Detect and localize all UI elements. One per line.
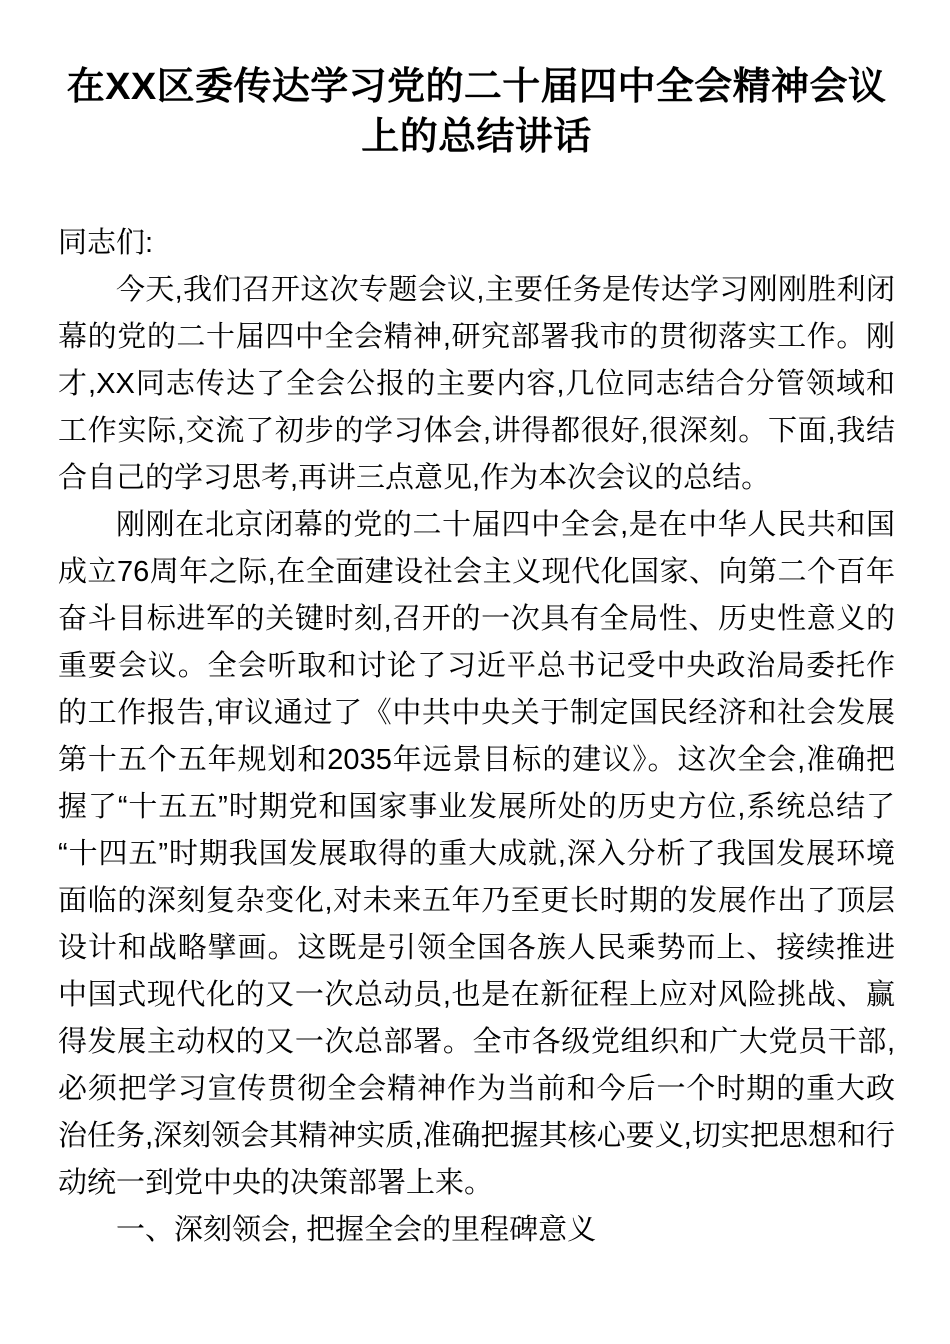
document-body [58, 0, 895, 1254]
paragraph-2: 刚刚在北京闭幕的党的二十届四中全会,是在中华人民共和国成立76周年之际,在全面建设社会主义现代化国家、向第二个百年奋斗目标进军的关键时刻,召开的一次具有全局性、历史性意义的重要会议。全会听取和讨论了习近平总书记受中央政治局委托作的工作报告,审议通过了《中共中央关于制定国民经济和社会发展第十五个五年规划和2035年远景目标的建议》。这次全会,准确把握了“十五五”时期党和国家事业发展所处的历史方位,系统总结了“十四五”时期我国发展取得的重大成就,深入分析了我国发展环境面临的深刻复杂变化,对未来五年乃至更长时期的发展作出了顶层设计和战略擘画。这既是引领全国各族人民乘势而上、接续推进中国式现代化的又一次总动员,也是在新征程上应对风险挑战、赢得发展主动权的又一次总部署。全市各级党组织和广大党员干部,必须把学习宣传贯彻全会精神作为当前和今后一个时期的重大政治任务,深刻领会其精神实质,准确把握其核心要义,切实把思想和行动统一到党中央的决策部署上来。 [58, 509, 895, 1199]
page-title: 在XX区委传达学习党的二十届四中全会精神会议上的总结讲话 [66, 66, 887, 158]
paragraph-1: 今天,我们召开这次专题会议,主要任务是传达学习刚刚胜利闭幕的党的二十届四中全会精神,研究部署我市的贯彻落实工作。刚才,XX同志传达了全会公报的主要内容,几位同志结合分管领域和工作实际,交流了初步的学习体会,讲得都很好,很深刻。下面,我结合自己的学习思考,再讲三点意见,作为本次会议的总结。 [58, 274, 895, 494]
salutation: 同志们: [58, 227, 154, 259]
section-heading-1: 一、深刻领会, 把握全会的里程碑意义 [116, 1214, 597, 1246]
